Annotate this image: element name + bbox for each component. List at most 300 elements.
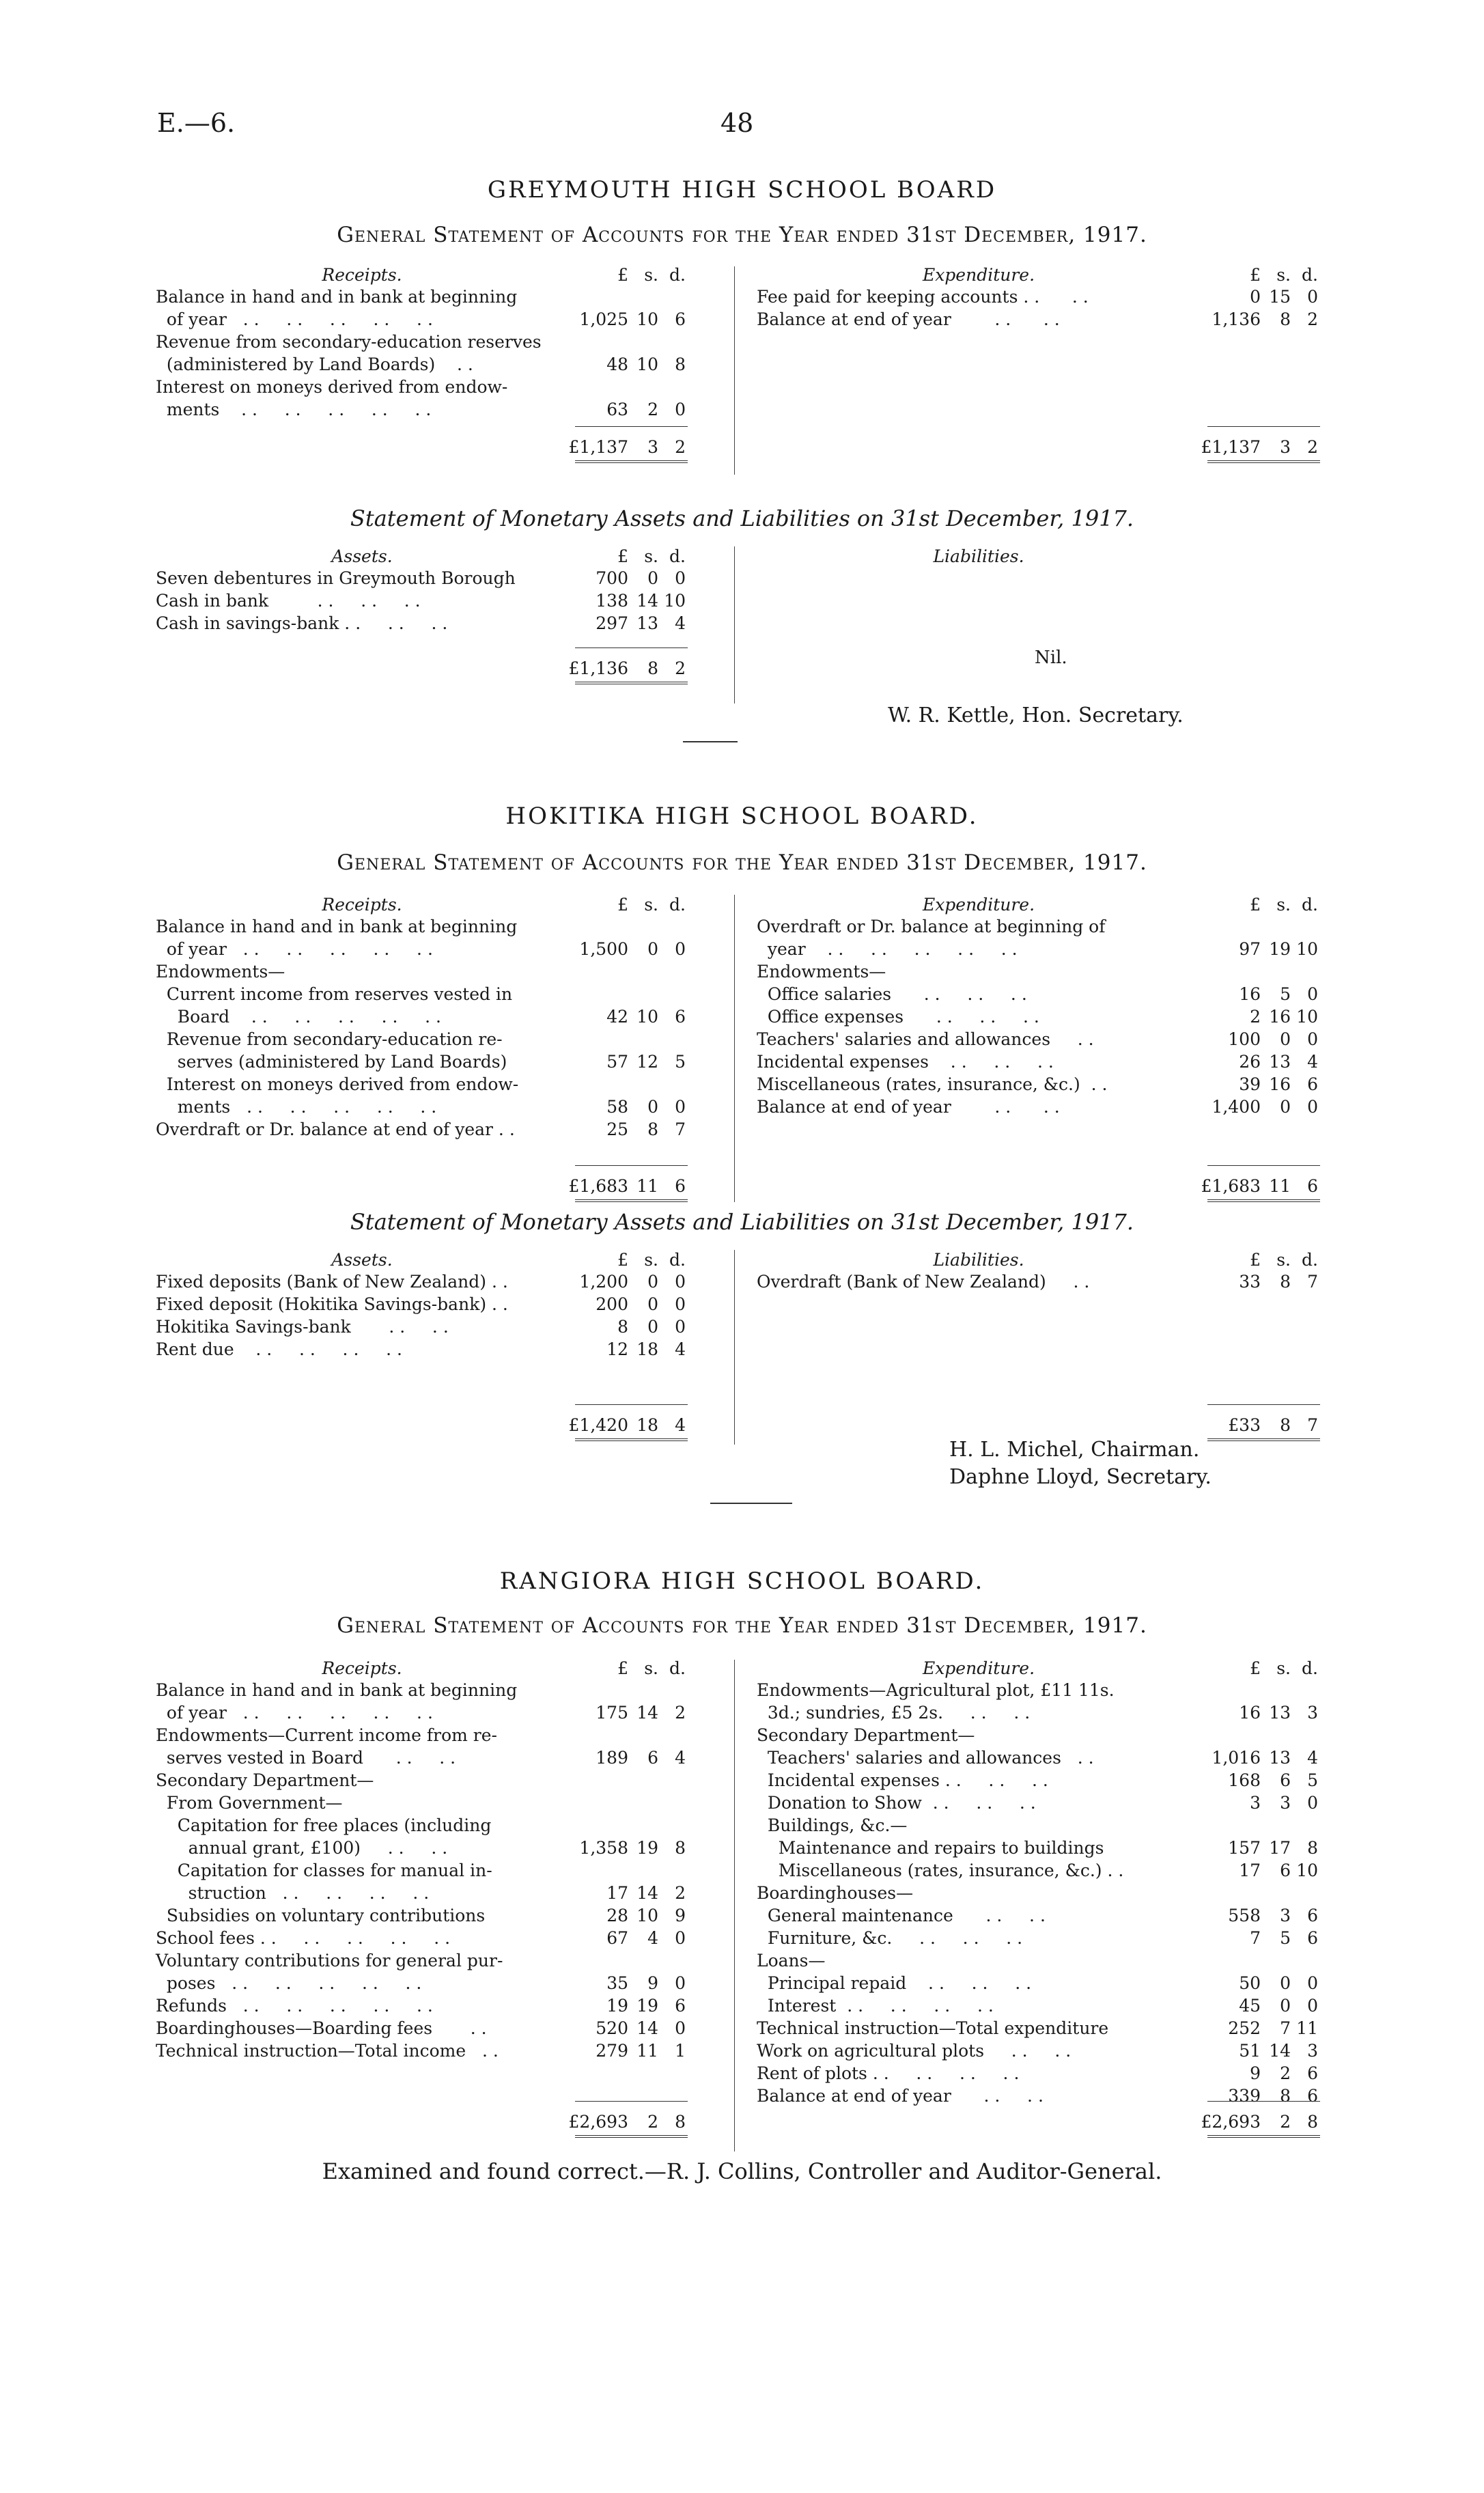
rangiora-expenditure-row-amount-pence: 6 [1307, 2063, 1318, 2083]
hokitika-asset-row-amount-shillings: 0 [647, 1272, 658, 1292]
greymouth-expenditure-row-amount-pounds: 0 [1250, 287, 1261, 307]
rangiora-expenditure-row-amount-pence: 6 [1307, 2086, 1318, 2106]
rangiora-expenditure-row-amount-pounds: 1,016 [1212, 1748, 1261, 1768]
rangiora-expenditure-row-amount [1201, 1746, 1318, 1769]
rangiora-expenditure-row-amount-shillings: 0 [1280, 1996, 1291, 2016]
greymouth-expenditure-total-shillings: 3 [1280, 437, 1291, 457]
rangiora-expenditure-row-amount-pounds: 168 [1228, 1770, 1261, 1790]
hokitika-receipt-row-amount-pence: 0 [675, 1097, 686, 1117]
hokitika-receipt-total-pence: 6 [675, 1176, 686, 1196]
rangiora-receipt-row-amount-pounds: 17 [606, 1883, 628, 1903]
hokitika-expenditure-row-amount-pounds: 26 [1239, 1052, 1261, 1072]
rangiora-expenditure-row-amount-pence: 0 [1307, 1793, 1318, 1813]
greymouth-receipt-row-amount-shillings: 2 [647, 400, 658, 419]
greymouth-expenditure-row-amount-shillings: 8 [1280, 309, 1291, 329]
rangiora-expenditure-row: Rent of plots . . . . . . . . [757, 2063, 1020, 2083]
greymouth-receipt-row: (administered by Land Boards) . . [156, 354, 473, 374]
total-double-rule [575, 682, 688, 687]
total-rule [1207, 1404, 1320, 1405]
hokitika-receipt-row-amount-pence: 6 [675, 1007, 686, 1027]
hokitika-expenditure-row-amount [1201, 983, 1318, 1005]
total-rule [575, 1165, 688, 1166]
hokitika-liability-row-amount-pounds: 33 [1239, 1272, 1261, 1292]
greymouth-receipt-row-amount-pounds: 63 [606, 400, 628, 419]
rangiora-expenditure-heading-units-unit: s. [1276, 1658, 1291, 1678]
hokitika-asset-row-amount-shillings: 0 [647, 1317, 658, 1337]
rangiora-expenditure-row-amount-pounds: 50 [1239, 1973, 1261, 1993]
rangiora-receipt-row: annual grant, £100) . . . . [156, 1838, 448, 1858]
hokitika-receipt-row: of year . . . . . . . . . . [156, 939, 433, 959]
hokitika-receipt-row-amount-pounds: 25 [606, 1119, 628, 1139]
hokitika-expenditure-row: Miscellaneous (rates, insurance, &c.) . . [757, 1074, 1108, 1094]
greymouth-liabilities-nil: Nil. [1035, 647, 1067, 668]
rangiora-expenditure-row-amount-pounds: 252 [1228, 2018, 1261, 2038]
rangiora-receipt-row: Voluntary contributions for general pur- [156, 1951, 503, 1970]
greymouth-asset-row-amount-pounds: 138 [596, 591, 628, 611]
rangiora-receipt-row-amount [568, 2039, 686, 2062]
hokitika-expenditure-row-amount-shillings: 19 [1269, 939, 1291, 959]
rangiora-expenditure-row-amount-shillings: 0 [1280, 1973, 1291, 1993]
hokitika-receipts-heading: Receipts. [322, 895, 402, 915]
rangiora-receipt-row-amount [568, 1904, 686, 1927]
greymouth-asset-row-amount-shillings: 13 [636, 613, 658, 633]
hokitika-receipt-row: serves (administered by Land Boards) [156, 1052, 507, 1072]
hokitika-expenditure-row: Balance at end of year . . . . [757, 1097, 1060, 1117]
rangiora-receipt-row: Boardinghouses—Boarding fees . . [156, 2018, 487, 2038]
hokitika-receipt-row: Board . . . . . . . . . . [156, 1007, 441, 1027]
rangiora-expenditure-row: 3d.; sundries, £5 2s. . . . . [757, 1703, 1031, 1723]
rangiora-receipts-heading-units [568, 1657, 686, 1680]
hokitika-liability-total-shillings: 8 [1280, 1415, 1291, 1435]
hokitika-expenditure-row-amount-pence: 0 [1307, 984, 1318, 1004]
greymouth-receipt-total-pence: 2 [675, 437, 686, 457]
hokitika-expenditure-row: year . . . . . . . . . . [757, 939, 1018, 959]
greymouth-signature: W. R. Kettle, Hon. Secretary. [888, 704, 1184, 727]
rangiora-receipt-row: Balance in hand and in bank at beginning [156, 1680, 518, 1700]
hokitika-asset-row: Hokitika Savings-bank . . . . [156, 1317, 449, 1337]
hokitika-receipt-row-amount-shillings: 0 [647, 939, 658, 959]
rangiora-expenditure-row-amount [1201, 2085, 1318, 2107]
greymouth-receipts-heading-units-unit: s. [644, 265, 658, 285]
greymouth-asset-total-pence: 2 [675, 658, 686, 678]
greymouth-receipt-total [568, 436, 686, 458]
hokitika-asset-row-amount-pence: 0 [675, 1272, 686, 1292]
greymouth-statement-title: General Statement of Accounts for the Year ended 31st December, 1917. [337, 223, 1147, 247]
hokitika-liabilities-heading-units-unit: s. [1276, 1250, 1291, 1270]
rangiora-receipt-row-amount-pounds: 1,358 [579, 1838, 628, 1858]
rangiora-expenditure-row-amount-pence: 0 [1307, 1996, 1318, 2016]
greymouth-asset-row-amount-pence: 10 [664, 591, 686, 611]
rangiora-expenditure-heading-units-unit: £ [1250, 1658, 1261, 1678]
greymouth-receipt-row-amount-pence: 8 [675, 354, 686, 374]
rangiora-receipt-row-amount-shillings: 11 [636, 2041, 658, 2061]
rangiora-expenditure-row-amount-shillings: 3 [1280, 1793, 1291, 1813]
hokitika-expenditure-row-amount-pence: 10 [1296, 939, 1318, 959]
rangiora-receipt-row-amount-shillings: 14 [636, 2018, 658, 2038]
total-rule [575, 2101, 688, 2102]
rangiora-expenditure-row-amount-pounds: 9 [1250, 2063, 1261, 2083]
rangiora-receipt-total-shillings: 2 [647, 2112, 658, 2132]
section-divider [683, 741, 738, 742]
greymouth-asset-row-amount-pence: 4 [675, 613, 686, 633]
hokitika-liability-total-pounds: £33 [1228, 1415, 1261, 1435]
rangiora-expenditure-row: Donation to Show . . . . . . [757, 1793, 1036, 1813]
hokitika-asset-row-amount-pounds: 1,200 [579, 1272, 628, 1292]
hokitika-assets-heading-units-unit: d. [669, 1250, 686, 1270]
rangiora-expenditure-heading-units-unit: d. [1302, 1658, 1318, 1678]
greymouth-asset-total [568, 657, 686, 680]
hokitika-receipt-row: Balance in hand and in bank at beginning [156, 917, 518, 936]
rangiora-receipt-row-amount-shillings: 10 [636, 1906, 658, 1925]
hokitika-expenditure-row-amount [1201, 938, 1318, 960]
greymouth-receipts-heading-units-unit: £ [617, 265, 628, 285]
greymouth-expenditure-total-pounds: £1,137 [1201, 437, 1261, 457]
rangiora-receipt-row-amount [568, 1701, 686, 1724]
hokitika-expenditure-row-amount [1201, 1005, 1318, 1028]
rangiora-receipt-row-amount-shillings: 4 [647, 1928, 658, 1948]
rangiora-receipt-row-amount-pence: 6 [675, 1996, 686, 2016]
rangiora-expenditure-row-amount-shillings: 8 [1280, 2086, 1291, 2106]
hokitika-receipt-row-amount-pounds: 57 [606, 1052, 628, 1072]
rangiora-expenditure-total [1201, 2111, 1318, 2133]
greymouth-expenditure-row-amount-pence: 2 [1307, 309, 1318, 329]
hokitika-asset-row-amount-pounds: 12 [606, 1339, 628, 1359]
hokitika-expenditure-row: Incidental expenses . . . . . . [757, 1052, 1054, 1072]
hokitika-expenditure-row-amount-pounds: 1,400 [1212, 1097, 1261, 1117]
hokitika-receipt-total-pounds: £1,683 [568, 1176, 628, 1196]
total-rule [1207, 426, 1320, 427]
greymouth-receipt-row-amount-pounds: 1,025 [579, 309, 628, 329]
rangiora-expenditure-row-amount-shillings: 14 [1269, 2041, 1291, 2061]
rangiora-expenditure-row-amount-pounds: 45 [1239, 1996, 1261, 2016]
greymouth-expenditure-heading-units-unit: d. [1302, 265, 1318, 285]
total-double-rule [575, 460, 688, 466]
rangiora-expenditure-row: Miscellaneous (rates, insurance, &c.) . . [757, 1861, 1124, 1880]
hokitika-receipt-row-amount-shillings: 12 [636, 1052, 658, 1072]
hokitika-receipt-row: Current income from reserves vested in [156, 984, 513, 1004]
rangiora-receipt-row-amount-pounds: 520 [596, 2018, 628, 2038]
rangiora-receipt-row-amount-pence: 0 [675, 2018, 686, 2038]
hokitika-asset-row-amount [568, 1293, 686, 1315]
greymouth-title: GREYMOUTH HIGH SCHOOL BOARD [487, 176, 997, 204]
hokitika-receipts-heading-units-unit: £ [617, 895, 628, 915]
greymouth-expenditure-row-amount-shillings: 15 [1269, 287, 1291, 307]
hokitika-receipt-row-amount-shillings: 10 [636, 1007, 658, 1027]
rangiora-expenditure-row-amount-pence: 3 [1307, 1703, 1318, 1723]
rangiora-expenditure-row-amount [1201, 1972, 1318, 1994]
hokitika-signature-secretary: Daphne Lloyd, Secretary. [949, 1465, 1212, 1489]
rangiora-expenditure-row-amount-pounds: 3 [1250, 1793, 1261, 1813]
rangiora-receipt-row-amount-pounds: 19 [606, 1996, 628, 2016]
hokitika-liability-row-amount-pence: 7 [1307, 1272, 1318, 1292]
greymouth-expenditure-heading-units-unit: £ [1250, 265, 1261, 285]
rangiora-expenditure-row: Endowments—Agricultural plot, £11 11s. [757, 1680, 1115, 1700]
column-divider [734, 1250, 735, 1445]
hokitika-receipt-row-amount-pence: 0 [675, 939, 686, 959]
column-divider [734, 895, 735, 1202]
rangiora-expenditure-row-amount-pence: 0 [1307, 1973, 1318, 1993]
hokitika-receipt-row-amount [568, 1096, 686, 1118]
rangiora-receipt-row-amount-pounds: 279 [596, 2041, 628, 2061]
hokitika-receipt-total-shillings: 11 [636, 1176, 658, 1196]
greymouth-expenditure-row: Fee paid for keeping accounts . . . . [757, 287, 1089, 307]
hokitika-asset-row-amount-shillings: 18 [636, 1339, 658, 1359]
hokitika-receipt-row-amount-shillings: 8 [647, 1119, 658, 1139]
rangiora-expenditure-row-amount-shillings: 13 [1269, 1703, 1291, 1723]
auditor-certification: Examined and found correct.—R. J. Collins, Controller and Auditor-General. [322, 2158, 1162, 2184]
hokitika-receipt-row-amount-pounds: 42 [606, 1007, 628, 1027]
greymouth-receipt-row-amount [568, 398, 686, 421]
hokitika-expenditure-total-shillings: 11 [1269, 1176, 1291, 1196]
rangiora-receipt-row-amount-pence: 0 [675, 1928, 686, 1948]
rangiora-receipt-row: of year . . . . . . . . . . [156, 1703, 433, 1723]
hokitika-expenditure-heading: Expenditure. [922, 895, 1035, 915]
rangiora-receipt-row: serves vested in Board . . . . [156, 1748, 456, 1768]
page-number: 48 [720, 108, 754, 138]
hokitika-asset-row: Fixed deposits (Bank of New Zealand) . . [156, 1272, 508, 1292]
rangiora-expenditure-row: Boardinghouses— [757, 1883, 914, 1903]
rangiora-expenditure-row: Maintenance and repairs to buildings [757, 1838, 1104, 1858]
hokitika-receipt-row-amount [568, 1118, 686, 1141]
rangiora-receipts-heading-units-unit: d. [669, 1658, 686, 1678]
hokitika-asset-row-amount [568, 1338, 686, 1361]
hokitika-expenditure-row-amount-pence: 10 [1296, 1007, 1318, 1027]
greymouth-receipt-row: ments . . . . . . . . . . [156, 400, 432, 419]
rangiora-expenditure-row-amount-pence: 8 [1307, 1838, 1318, 1858]
hokitika-expenditure-total [1201, 1175, 1318, 1197]
greymouth-asset-total-pounds: £1,136 [568, 658, 628, 678]
rangiora-expenditure-total-pounds: £2,693 [1201, 2112, 1261, 2132]
greymouth-asset-row-amount-pounds: 297 [596, 613, 628, 633]
rangiora-receipt-row-amount [568, 1882, 686, 1904]
hokitika-expenditure-row-amount-shillings: 13 [1269, 1052, 1291, 1072]
rangiora-receipt-row-amount-pounds: 28 [606, 1906, 628, 1925]
hokitika-receipt-row: Endowments— [156, 962, 285, 981]
hokitika-expenditure-row-amount-pounds: 39 [1239, 1074, 1261, 1094]
hokitika-asset-row-amount-pounds: 200 [596, 1294, 628, 1314]
rangiora-title: RANGIORA HIGH SCHOOL BOARD. [499, 1568, 985, 1595]
rangiora-expenditure-row-amount [1201, 1701, 1318, 1724]
greymouth-assets-heading-units [568, 545, 686, 568]
rangiora-receipt-row-amount-pence: 1 [675, 2041, 686, 2061]
hokitika-assets-heading-units-unit: s. [644, 1250, 658, 1270]
hokitika-expenditure-row-amount-shillings: 0 [1280, 1029, 1291, 1049]
hokitika-receipt-row-amount-pence: 5 [675, 1052, 686, 1072]
hokitika-asset-row-amount [568, 1270, 686, 1293]
rangiora-expenditure-row: Technical instruction—Total expenditure [757, 2018, 1109, 2038]
hokitika-receipt-row: Interest on moneys derived from endow- [156, 1074, 519, 1094]
hokitika-asset-row-amount-pounds: 8 [617, 1317, 628, 1337]
hokitika-expenditure-heading-units-unit: s. [1276, 895, 1291, 915]
rangiora-expenditure-heading: Expenditure. [922, 1658, 1035, 1678]
hokitika-expenditure-row-amount-shillings: 16 [1269, 1074, 1291, 1094]
hokitika-receipt-total [568, 1175, 686, 1197]
greymouth-receipt-row-amount-pounds: 48 [606, 354, 628, 374]
greymouth-receipt-total-shillings: 3 [647, 437, 658, 457]
rangiora-expenditure-row-amount [1201, 1837, 1318, 1859]
hokitika-asset-row: Fixed deposit (Hokitika Savings-bank) . . [156, 1294, 508, 1314]
greymouth-expenditure-total-pence: 2 [1307, 437, 1318, 457]
rangiora-receipt-row: Capitation for free places (including [156, 1815, 492, 1835]
rangiora-expenditure-row-amount-shillings: 17 [1269, 1838, 1291, 1858]
rangiora-expenditure-row: Principal repaid . . . . . . [757, 1973, 1032, 1993]
hokitika-expenditure-row-amount-pence: 0 [1307, 1097, 1318, 1117]
hokitika-receipts-heading-units [568, 893, 686, 916]
rangiora-expenditure-row-amount-pence: 11 [1296, 2018, 1318, 2038]
hokitika-expenditure-row-amount [1201, 1073, 1318, 1096]
greymouth-asset-row: Cash in savings-bank . . . . . . [156, 613, 448, 633]
hokitika-liabilities-heading-units-unit: d. [1302, 1250, 1318, 1270]
rangiora-receipts-heading-units-unit: £ [617, 1658, 628, 1678]
rangiora-expenditure-total-pence: 8 [1307, 2112, 1318, 2132]
greymouth-asset-row-amount [568, 612, 686, 635]
hokitika-expenditure-row: Teachers' salaries and allowances . . [757, 1029, 1094, 1049]
greymouth-assets-heading: Assets. [331, 546, 393, 566]
rangiora-expenditure-row-amount [1201, 1769, 1318, 1792]
rangiora-receipt-total-pounds: £2,693 [568, 2112, 628, 2132]
hokitika-assets-heading-units-unit: £ [617, 1250, 628, 1270]
hokitika-asset-total-pounds: £1,420 [568, 1415, 628, 1435]
rangiora-expenditure-row-amount [1201, 1994, 1318, 2017]
rangiora-expenditure-row-amount-pence: 10 [1296, 1861, 1318, 1880]
greymouth-expenditure-heading-units [1201, 264, 1318, 286]
hokitika-asset-row-amount-pence: 0 [675, 1317, 686, 1337]
total-rule [575, 647, 688, 648]
rangiora-receipt-row-amount-pence: 4 [675, 1748, 686, 1768]
rangiora-receipt-row: Capitation for classes for manual in- [156, 1861, 492, 1880]
rangiora-expenditure-row-amount-pounds: 51 [1239, 2041, 1261, 2061]
rangiora-receipt-row-amount-shillings: 19 [636, 1996, 658, 2016]
greymouth-receipt-row-amount [568, 353, 686, 376]
greymouth-receipt-total-pounds: £1,137 [568, 437, 628, 457]
rangiora-receipt-row: Technical instruction—Total income . . [156, 2041, 499, 2061]
rangiora-expenditure-row: Incidental expenses . . . . . . [757, 1770, 1048, 1790]
greymouth-receipts-heading: Receipts. [322, 265, 402, 285]
hokitika-asset-row-amount-pence: 4 [675, 1339, 686, 1359]
rangiora-receipt-row: From Government— [156, 1793, 343, 1813]
greymouth-receipt-row-amount-pence: 0 [675, 400, 686, 419]
greymouth-assets-heading-units-unit: d. [669, 546, 686, 566]
greymouth-expenditure-row-amount [1201, 285, 1318, 308]
greymouth-asset-row: Seven debentures in Greymouth Borough [156, 568, 516, 588]
rangiora-receipt-row: struction . . . . . . . . [156, 1883, 430, 1903]
greymouth-asset-row-amount-shillings: 14 [636, 591, 658, 611]
total-double-rule [575, 2135, 688, 2141]
rangiora-expenditure-row-amount-pounds: 7 [1250, 1928, 1261, 1948]
greymouth-assets-heading-units-unit: £ [617, 546, 628, 566]
greymouth-receipt-row-amount-shillings: 10 [636, 354, 658, 374]
greymouth-liabilities-heading: Liabilities. [933, 546, 1024, 566]
column-divider [734, 266, 735, 475]
hokitika-expenditure-row: Office expenses . . . . . . [757, 1007, 1039, 1027]
rangiora-expenditure-heading-units [1201, 1657, 1318, 1680]
rangiora-receipt-row-amount [568, 1837, 686, 1859]
greymouth-receipt-row-amount-pence: 6 [675, 309, 686, 329]
rangiora-expenditure-row: Secondary Department— [757, 1725, 975, 1745]
greymouth-expenditure-heading-units-unit: s. [1276, 265, 1291, 285]
greymouth-receipt-row: Balance in hand and in bank at beginning [156, 287, 518, 307]
greymouth-expenditure-total [1201, 436, 1318, 458]
hokitika-expenditure-row: Endowments— [757, 962, 886, 981]
hokitika-expenditure-row-amount-shillings: 5 [1280, 984, 1291, 1004]
greymouth-receipt-row-amount [568, 308, 686, 331]
hokitika-expenditure-total-pence: 6 [1307, 1176, 1318, 1196]
hokitika-asset-row: Rent due . . . . . . . . [156, 1339, 402, 1359]
hokitika-liabilities-heading: Liabilities. [933, 1250, 1024, 1270]
rangiora-expenditure-row: Furniture, &c. . . . . . . [757, 1928, 1023, 1948]
rangiora-expenditure-row-amount-pence: 3 [1307, 2041, 1318, 2061]
rangiora-receipt-total-pence: 8 [675, 2112, 686, 2132]
greymouth-expenditure-heading: Expenditure. [922, 265, 1035, 285]
hokitika-receipt-row-amount [568, 1005, 686, 1028]
rangiora-expenditure-row: Work on agricultural plots . . . . [757, 2041, 1072, 2061]
greymouth-receipts-heading-units-unit: d. [669, 265, 686, 285]
rangiora-receipt-row: Subsidies on voluntary contributions [156, 1906, 486, 1925]
section-divider [710, 1503, 792, 1504]
rangiora-expenditure-row-amount-pence: 5 [1307, 1770, 1318, 1790]
rangiora-receipt-row: Refunds . . . . . . . . . . [156, 1996, 433, 2016]
hokitika-expenditure-heading-units-unit: £ [1250, 895, 1261, 915]
rangiora-receipt-total [568, 2111, 686, 2133]
greymouth-receipts-heading-units [568, 264, 686, 286]
rangiora-expenditure-row: Buildings, &c.— [757, 1815, 908, 1835]
rangiora-receipt-row-amount-shillings: 6 [647, 1748, 658, 1768]
rangiora-expenditure-row-amount-pounds: 339 [1228, 2086, 1261, 2106]
rangiora-expenditure-row-amount-pounds: 16 [1239, 1703, 1261, 1723]
rangiora-receipt-row-amount-pounds: 67 [606, 1928, 628, 1948]
rangiora-receipt-row-amount [568, 2017, 686, 2039]
hokitika-expenditure-row-amount-pounds: 100 [1228, 1029, 1261, 1049]
greymouth-expenditure-row: Balance at end of year . . . . [757, 309, 1060, 329]
rangiora-expenditure-row-amount-shillings: 6 [1280, 1861, 1291, 1880]
hokitika-liabilities-heading-units [1201, 1249, 1318, 1271]
rangiora-receipt-row-amount-pence: 2 [675, 1703, 686, 1723]
rangiora-receipt-row: Secondary Department— [156, 1770, 374, 1790]
hokitika-asset-row-amount [568, 1315, 686, 1338]
hokitika-expenditure-row-amount-pence: 4 [1307, 1052, 1318, 1072]
rangiora-expenditure-row-amount-pounds: 157 [1228, 1838, 1261, 1858]
greymouth-expenditure-row-amount-pence: 0 [1307, 287, 1318, 307]
hokitika-receipts-heading-units-unit: s. [644, 895, 658, 915]
hokitika-liability-row-amount [1201, 1270, 1318, 1293]
rangiora-expenditure-row-amount [1201, 1859, 1318, 1882]
rangiora-expenditure-row-amount-pence: 6 [1307, 1928, 1318, 1948]
hokitika-receipt-row-amount-shillings: 0 [647, 1097, 658, 1117]
rangiora-receipt-row: School fees . . . . . . . . . . [156, 1928, 451, 1948]
total-double-rule [1207, 460, 1320, 466]
greymouth-asset-row-amount [568, 567, 686, 589]
rangiora-receipt-row-amount-shillings: 19 [636, 1838, 658, 1858]
rangiora-expenditure-row-amount [1201, 1904, 1318, 1927]
rangiora-receipt-row-amount-shillings: 14 [636, 1703, 658, 1723]
greymouth-expenditure-row-amount [1201, 308, 1318, 331]
rangiora-receipt-row-amount [568, 1746, 686, 1769]
hokitika-title: HOKITIKA HIGH SCHOOL BOARD. [505, 803, 979, 830]
hokitika-liability-row-amount-shillings: 8 [1280, 1272, 1291, 1292]
hokitika-assets-heading-units [568, 1249, 686, 1271]
hokitika-signature-chairman: H. L. Michel, Chairman. [949, 1438, 1200, 1462]
hokitika-asset-total [568, 1414, 686, 1436]
column-divider [734, 546, 735, 704]
hokitika-receipt-row: Overdraft or Dr. balance at end of year . . [156, 1119, 515, 1139]
rangiora-expenditure-row-amount [1201, 2062, 1318, 2085]
rangiora-expenditure-row-amount-pence: 6 [1307, 1906, 1318, 1925]
rangiora-receipt-row-amount [568, 1994, 686, 2017]
greymouth-expenditure-row-amount-pounds: 1,136 [1212, 309, 1261, 329]
greymouth-assets-title: Statement of Monetary Assets and Liabilities on 31st December, 1917. [350, 505, 1134, 531]
rangiora-expenditure-row: Interest . . . . . . . . [757, 1996, 994, 2016]
rangiora-expenditure-total-shillings: 2 [1280, 2112, 1291, 2132]
